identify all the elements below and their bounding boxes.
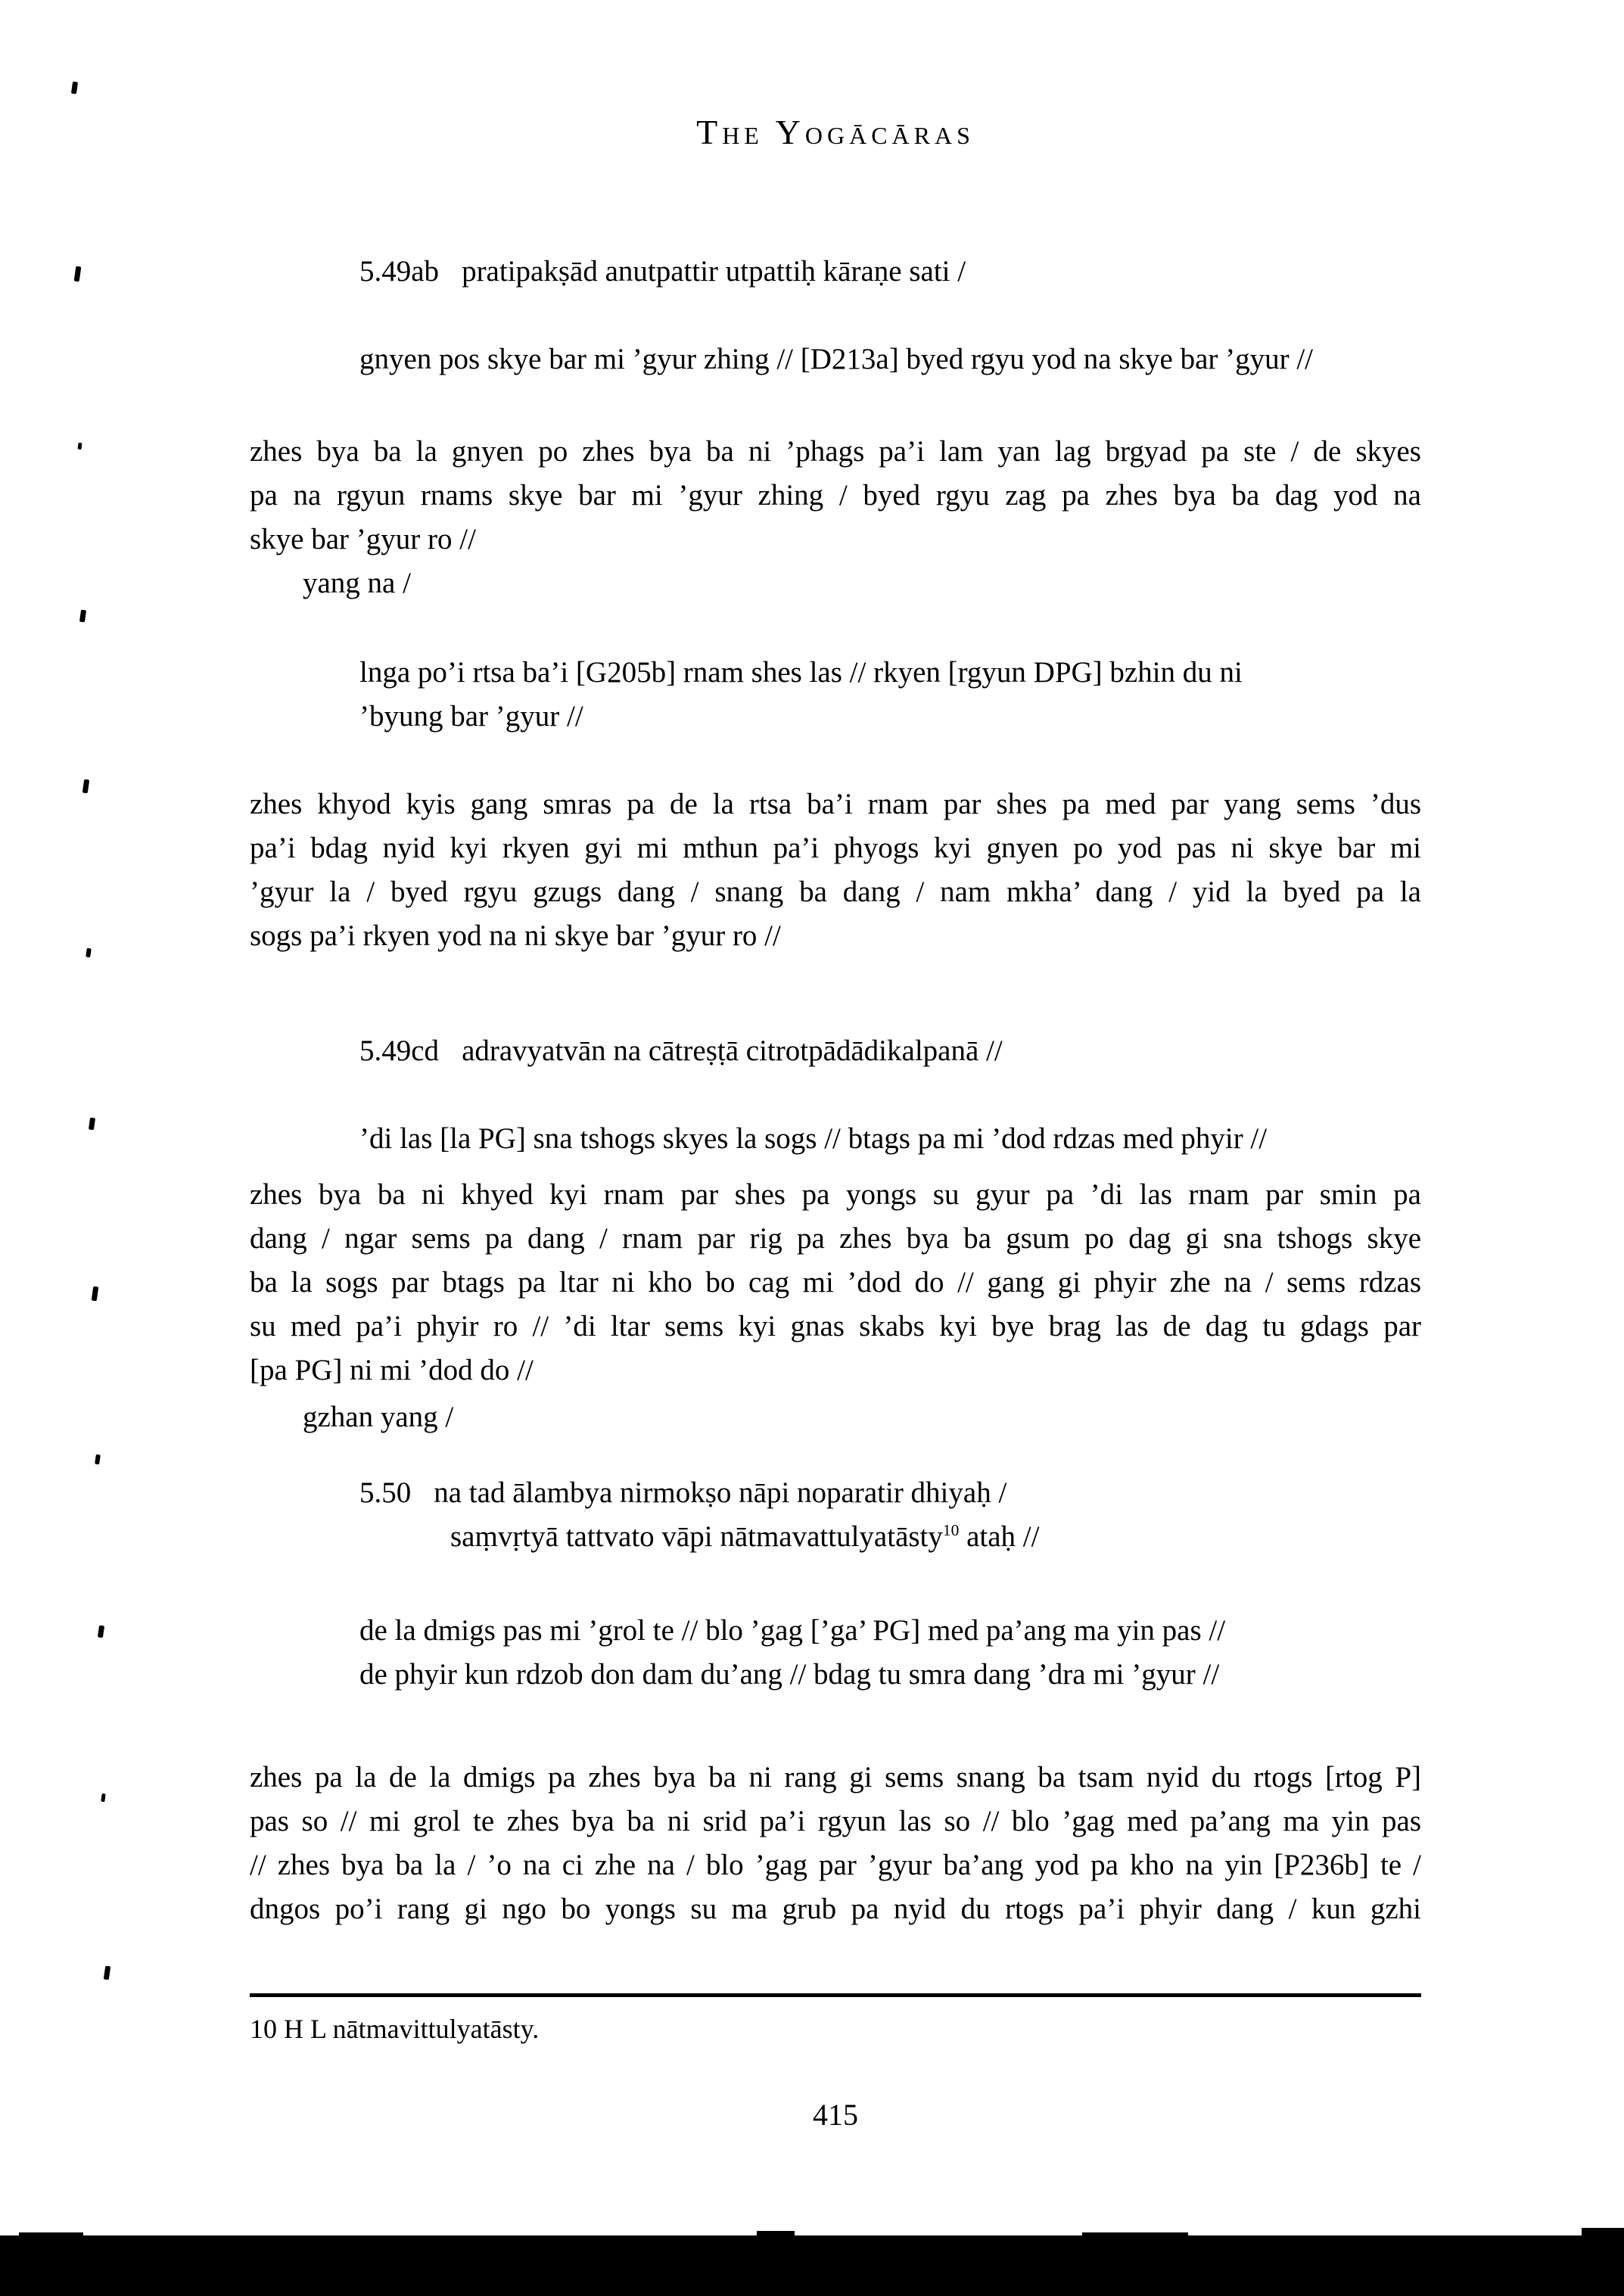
page-number: 415 (813, 2098, 858, 2132)
scan-speck (71, 82, 78, 95)
para4-line: // zhes bya ba la / ’o na ci zhe na / blo ’gag par ’gyur ba’ang yod pa kho na yin [P236b] te / (250, 1849, 1421, 1881)
verse-lnga-line: lnga po’i rtsa ba’i [G205b] rnam shes las // rkyen [rgyun DPG] bzhin du ni (359, 656, 1243, 689)
para4-line: dngos po’i rang gi ngo bo yongs su ma grub pa nyid du rtogs pa’i phyir dang / kun gzhi (250, 1893, 1421, 1925)
para3-line: zhes bya ba ni khyed kyi rnam par shes pa yongs su gyur pa ’di las rnam par smin pa (250, 1178, 1421, 1211)
scan-speck (89, 1118, 95, 1131)
para3-line: [pa PG] ni mi ’dod do // (250, 1354, 534, 1386)
para2-line: pa’i bdag nyid kyi rkyen gyi mi mthun pa’i phyogs kyi gnyen po yod pas ni skye bar mi (250, 832, 1421, 864)
scan-speck (104, 1966, 110, 1980)
scan-speck (95, 1454, 101, 1465)
verse-549ab-sanskrit: pratipakṣād anutpattir utpattiḥ kāraṇe sati / (462, 255, 966, 288)
para3-line: dang / ngar sems pa dang / rnam par rig pa zhes bya ba gsum po dag gi sna tshogs skye (250, 1222, 1421, 1255)
verse-550-tibetan-line: de la dmigs pas mi ’grol te // blo ’gag [’ga’ PG] med pa’ang ma yin pas // (359, 1614, 1226, 1647)
scan-speck (74, 266, 82, 282)
scan-speck (77, 443, 82, 450)
footnote (250, 2007, 1421, 2051)
scan-speck (92, 1286, 99, 1302)
verse-550-sanskrit-line2 (250, 1515, 1421, 1559)
verse-549cd-sanskrit-line (250, 1029, 1421, 1073)
footnote-separator (250, 1993, 1421, 1997)
scan-bar-fragment (1082, 2232, 1188, 2237)
verse-549ab-tibetan: gnyen pos skye bar mi ’gyur zhing // [D213a] byed rgyu yod na skye bar ’gyur // (359, 343, 1314, 375)
verse-lnga-line: ’byung bar ’gyur // (359, 700, 583, 733)
scan-bar-fragment (1582, 2228, 1624, 2237)
verse-549ab-number: 5.49ab (359, 255, 440, 288)
para2-line: zhes khyod kyis gang smras pa de la rtsa ba’i rnam par shes pa med par yang sems ’dus (250, 788, 1421, 820)
footnote-reference: 10 (942, 1521, 960, 1539)
scan-speck (79, 610, 86, 623)
para1-line: skye bar ’gyur ro // (250, 523, 476, 555)
scan-bar-fragment (19, 2232, 83, 2237)
verse-549cd-number: 5.49cd (359, 1034, 440, 1067)
para2-line: sogs pa’i rkyen yod na ni skye bar ’gyur ro // (250, 919, 781, 952)
verse-550-sanskrit: na tad ālambya nirmokṣo nāpi noparatir dhiyaḥ / (434, 1476, 1007, 1509)
verse-549cd-tibetan: ’di las [la PG] sna tshogs skyes la sogs // btags pa mi ’dod rdzas med phyir // (359, 1122, 1268, 1155)
verse-550-number: 5.50 (359, 1476, 412, 1509)
para3-opener-next: gzhan yang / (303, 1401, 454, 1433)
scan-speck (82, 779, 89, 794)
footnote-number: 10 (250, 2014, 277, 2044)
para3-line: ba la sogs par btags pa ltar ni kho bo cag mi ’dod do // gang gi phyir zhe na / sems rdzas (250, 1266, 1421, 1299)
running-head: The Yogācāras (696, 113, 975, 151)
para1-opener-next: yang na / (303, 567, 411, 599)
verse-550-line2-text: saṃvṛtyā tattvato vāpi nātmavattulyatāsty (450, 1520, 943, 1553)
scan-black-bar (0, 2235, 1624, 2296)
scan-bar-fragment (757, 2231, 795, 2237)
verse-550-sanskrit-line1 (250, 1471, 1421, 1515)
verse-549ab-sanskrit-line (250, 250, 1421, 294)
para1-line: pa na rgyun rnams skye bar mi ’gyur zhing / byed rgyu zag pa zhes bya ba dag yod na (250, 479, 1421, 512)
para4-line: pas so // mi grol te zhes bya ba ni srid pa’i rgyun las so // blo ’gag med pa’ang ma yin pas (250, 1805, 1421, 1837)
verse-549cd-sanskrit: adravyatvān na cātreṣṭā citrotpādādikalpanā // (462, 1034, 1003, 1067)
scan-speck (86, 948, 92, 958)
para4-line: zhes pa la de la dmigs pa zhes bya ba ni rang gi sems snang ba tsam nyid du rtogs [rtog P] (250, 1761, 1421, 1794)
scan-speck (98, 1626, 104, 1638)
para3-line: su med pa’i phyir ro // ’di ltar sems kyi gnas skabs kyi bye brag las de dag tu gdags par (250, 1310, 1421, 1342)
footnote-text: H L nātmavittulyatāsty. (284, 2014, 540, 2044)
verse-550-tibetan-line: de phyir kun rdzob don dam du’ang // bdag tu smra dang ’dra mi ’gyur // (359, 1658, 1220, 1691)
scan-speck (101, 1794, 105, 1803)
verse-550-line2-end: ataḥ // (959, 1520, 1040, 1553)
para2-line: ’gyur la / byed rgyu gzugs dang / snang ba dang / nam mkha’ dang / yid la byed pa la (250, 876, 1421, 908)
para1-line: zhes bya ba la gnyen po zhes bya ba ni ’phags pa’i lam yan lag brgyad pa ste / de skyes (250, 435, 1421, 468)
